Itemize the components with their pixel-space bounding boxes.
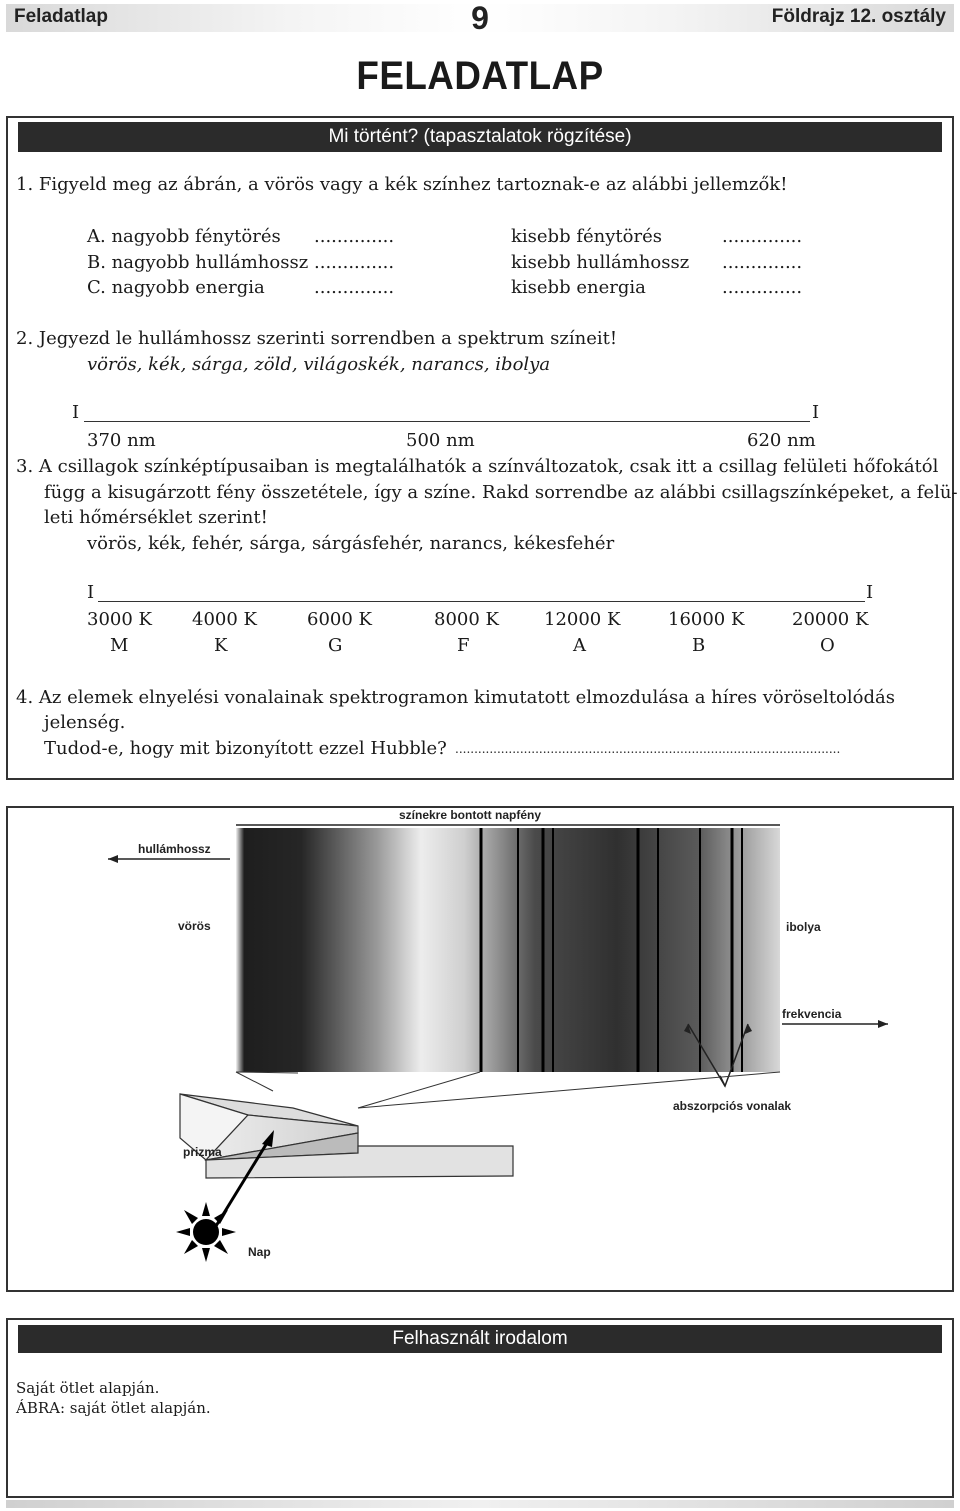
q1-row-a-right-blank[interactable]: .............. <box>722 226 803 247</box>
q1-row-a-left: A. nagyobb fénytörés <box>87 226 281 247</box>
q1-row-c-left-blank[interactable]: .............. <box>314 277 395 298</box>
q2-scale-line[interactable] <box>84 421 810 422</box>
q3-class-g: G <box>328 635 343 656</box>
q3-scale-line[interactable] <box>98 601 865 602</box>
spectrum-diagram <box>8 808 952 1290</box>
label-sun: Nap <box>248 1245 271 1259</box>
q1-row-b-right-blank[interactable]: .............. <box>722 252 803 273</box>
q3-temp-3000: 3000 K <box>87 609 152 630</box>
q3-class-a: A <box>573 635 586 656</box>
q2-word-list: vörös, kék, sárga, zöld, világoskék, narancs, ibolya <box>87 354 551 375</box>
q3-temp-16000: 16000 K <box>668 609 745 630</box>
question-2: 2. Jegyezd le hullámhossz szerinti sorrendben a spektrum színeit! <box>16 328 618 349</box>
q1-row-a-left-blank[interactable]: .............. <box>314 226 395 247</box>
q3-class-o: O <box>820 635 835 656</box>
q3-temp-6000: 6000 K <box>307 609 372 630</box>
q1-row-c-right-blank[interactable]: .............. <box>722 277 803 298</box>
q3-temp-4000: 4000 K <box>192 609 257 630</box>
question-4-line-2: jelenség. <box>44 712 126 733</box>
q2-tick-370: 370 nm <box>87 430 156 451</box>
q3-class-f: F <box>457 635 470 656</box>
section-bar-experience: Mi történt? (tapasztalatok rögzítése) <box>18 122 942 152</box>
reference-2: ÁBRA: saját ötlet alapján. <box>16 1399 211 1417</box>
figure-top-label: színekre bontott napfény <box>398 808 542 822</box>
question-4-line-1: 4. Az elemek elnyelési vonalainak spektrogramon kimutatott elmozdulása a híres vöröseltolódás <box>16 687 895 708</box>
q1-row-b-left: B. nagyobb hullámhossz <box>87 252 309 273</box>
label-violet: ibolya <box>786 920 821 934</box>
prism-shape <box>180 1094 513 1178</box>
label-absorption-lines: abszorpciós vonalak <box>673 1099 792 1113</box>
reference-1: Saját ötlet alapján. <box>16 1379 160 1397</box>
footer-strip <box>6 1500 954 1508</box>
q1-row-c-right: kisebb energia <box>511 277 646 298</box>
question-1: 1. Figyeld meg az ábrán, a vörös vagy a kék színhez tartoznak-e az alábbi jellemzők! <box>16 174 788 195</box>
spectrum-figure <box>6 806 954 1292</box>
q3-temp-8000: 8000 K <box>434 609 499 630</box>
question-3-line-3: leti hőmérséklet szerint! <box>44 507 268 528</box>
spectrum-band <box>236 828 780 1072</box>
q3-scale-start: I <box>87 582 95 603</box>
label-red: vörös <box>178 919 211 933</box>
label-prism: prizma <box>183 1145 222 1159</box>
section-bar-references: Felhasznált irodalom <box>18 1325 942 1353</box>
question-3-line-2: függ a kisugárzott fény összetétele, így a színe. Rakd sorrendbe az alábbi csillagszínképeket, a felü- <box>44 482 958 503</box>
q1-row-c-left: C. nagyobb energia <box>87 277 265 298</box>
q3-temp-12000: 12000 K <box>544 609 621 630</box>
label-frequency: frekvencia <box>782 1007 842 1021</box>
sun-icon <box>176 1202 236 1262</box>
q2-tick-500: 500 nm <box>406 430 475 451</box>
q4-answer-blank[interactable]: ..................................................................................................... <box>455 742 841 756</box>
q2-scale-end: I <box>812 402 820 423</box>
q1-row-b-left-blank[interactable]: .............. <box>314 252 395 273</box>
question-4-line-3: Tudod-e, hogy mit bizonyított ezzel Hubble? <box>44 738 447 759</box>
q3-temp-20000: 20000 K <box>792 609 869 630</box>
header-left-title: Feladatlap <box>14 6 108 27</box>
header-right-title: Földrajz 12. osztály <box>771 6 946 27</box>
q2-scale-start: I <box>72 402 80 423</box>
q1-row-b-right: kisebb hullámhossz <box>511 252 690 273</box>
q3-class-k: K <box>214 635 228 656</box>
q1-row-a-right: kisebb fénytörés <box>511 226 662 247</box>
q3-class-m: M <box>110 635 129 656</box>
page-title: FELADATLAP <box>356 54 604 98</box>
page-number: 9 <box>471 0 489 36</box>
label-wavelength: hullámhossz <box>138 842 211 856</box>
question-3-line-1: 3. A csillagok színképtípusaiban is megtalálhatók a színváltozatok, csak itt a csillag felületi hőfokától <box>16 456 939 477</box>
q3-scale-end: I <box>866 582 874 603</box>
q3-word-list: vörös, kék, fehér, sárga, sárgásfehér, narancs, kékesfehér <box>87 533 615 554</box>
q3-class-b: B <box>692 635 706 656</box>
q2-tick-620: 620 nm <box>747 430 816 451</box>
